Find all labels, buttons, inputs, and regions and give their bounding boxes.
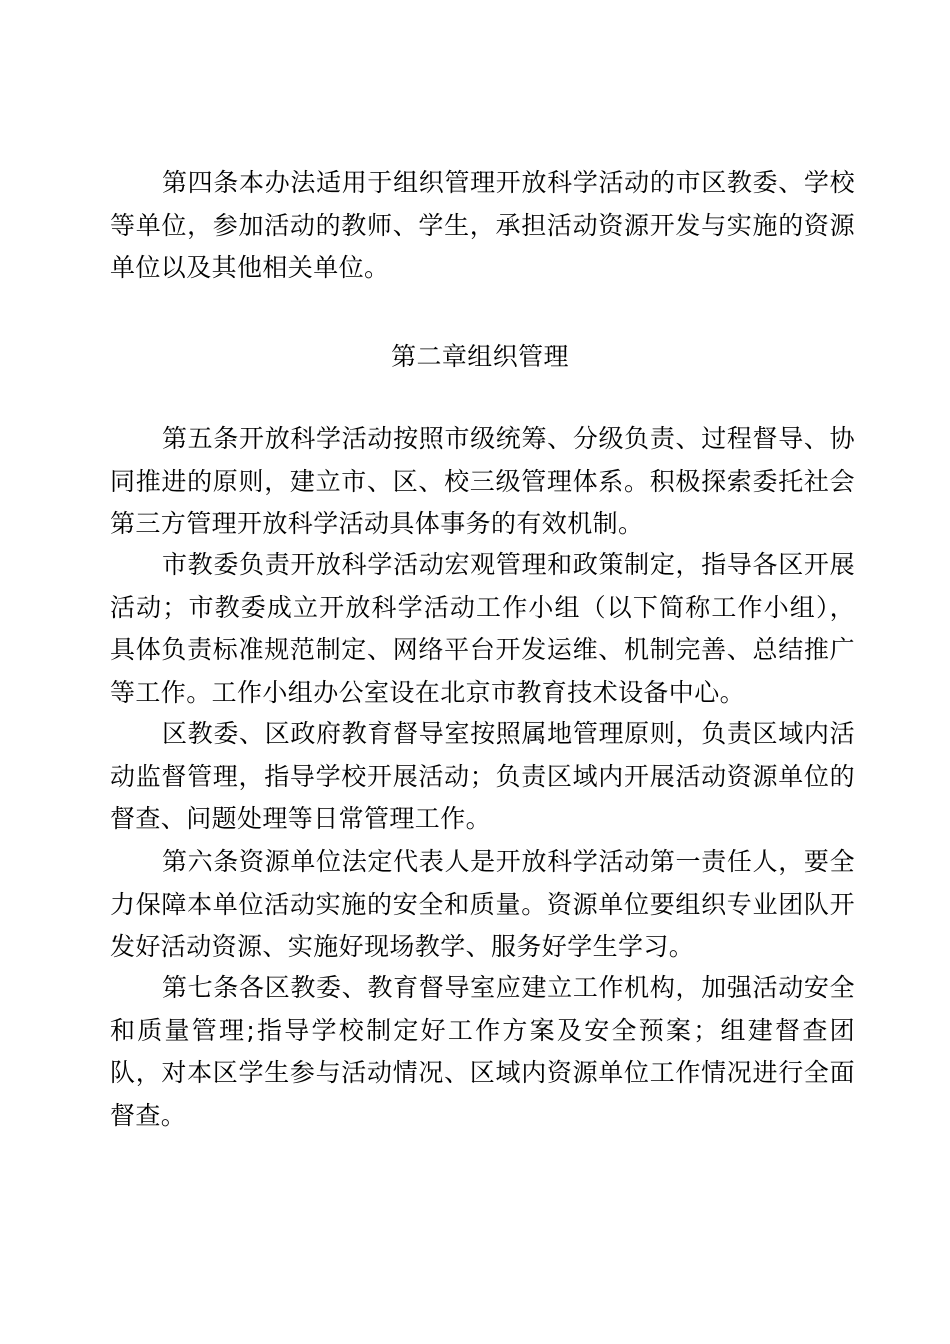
chapter-2-heading: 第二章组织管理: [391, 342, 569, 371]
article-7-paragraph: 第七条各区教委、教育督导室应建立工作机构，加强活动安全和质量管理;指导学校制定好工作方案及安全预案；组建督查团队，对本区学生参与活动情况、区域内资源单位工作情况进行全面督查。: [110, 973, 855, 1130]
city-commission-paragraph: 市教委负责开放科学活动宏观管理和政策制定，指导各区开展活动；市教委成立开放科学活动工作小组（以下简称工作小组），具体负责标准规范制定、网络平台开发运维、机制完善、总结推广等工作。工作小组办公室设在北京市教育技术设备中心。: [110, 550, 855, 707]
district-commission-paragraph: 区教委、区政府教育督导室按照属地管理原则，负责区域内活动监督管理，指导学校开展活动；负责区域内开展活动资源单位的督查、问题处理等日常管理工作。: [110, 719, 855, 833]
article-4-paragraph: 第四条本办法适用于组织管理开放科学活动的市区教委、学校等单位，参加活动的教师、学生，承担活动资源开发与实施的资源单位以及其他相关单位。: [110, 168, 855, 282]
article-5-paragraph: 第五条开放科学活动按照市级统筹、分级负责、过程督导、协同推进的原则，建立市、区、校三级管理体系。积极探索委托社会第三方管理开放科学活动具体事务的有效机制。: [110, 424, 855, 538]
article-6-paragraph: 第六条资源单位法定代表人是开放科学活动第一责任人，要全力保障本单位活动实施的安全和质量。资源单位要组织专业团队开发好活动资源、实施好现场教学、服务好学生学习。: [110, 847, 855, 961]
